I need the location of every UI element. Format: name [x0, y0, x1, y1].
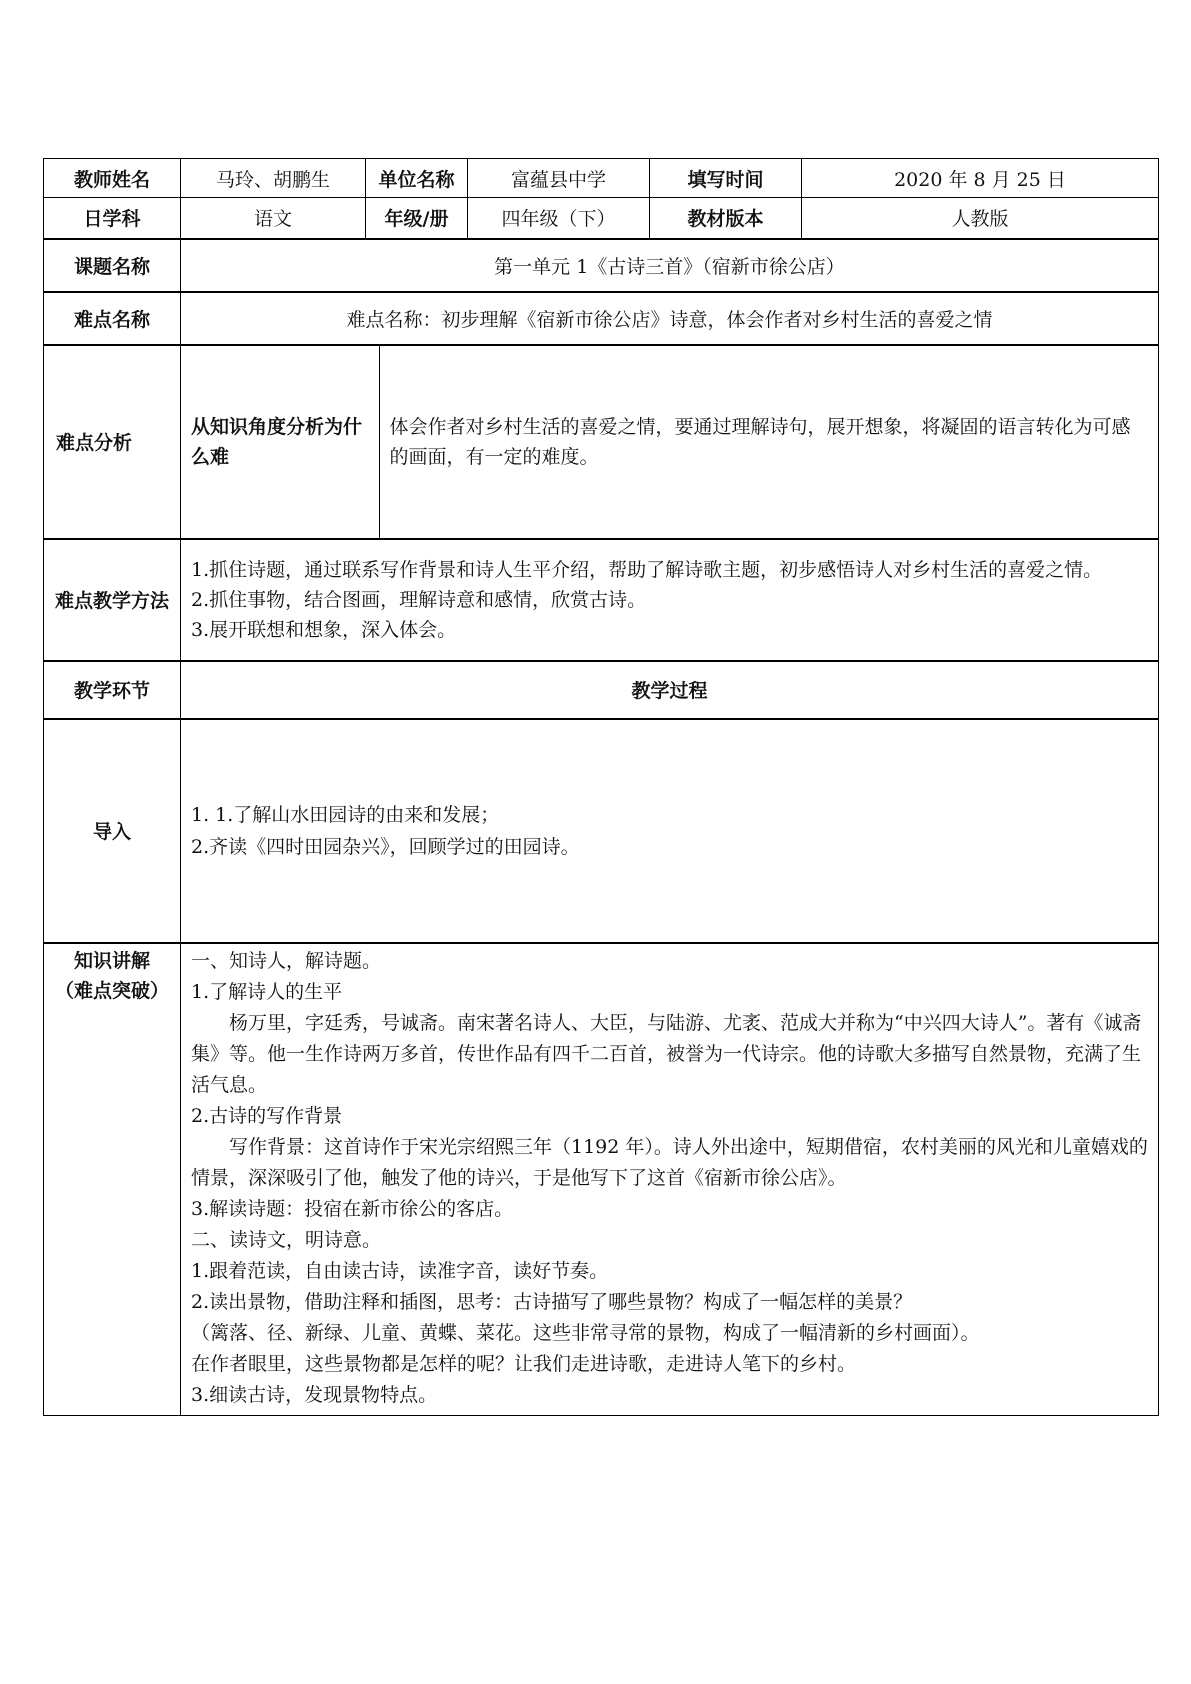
date-label: 填写时间: [650, 159, 802, 198]
knowledge-line-4: 2.古诗的写作背景: [191, 1104, 343, 1127]
knowledge-label-line-1: 知识讲解: [73, 949, 150, 972]
intro-line-1: 1. 1.了解山水田园诗的由来和发展；: [191, 803, 500, 826]
intro-label: 导入: [44, 719, 181, 943]
subject-value: 语文: [181, 198, 366, 239]
difficulty-value: 难点名称：初步理解《宿新市徐公店》诗意，体会作者对乡村生活的喜爱之情: [181, 292, 1159, 345]
intro-line-2: 2.齐读《四时田园杂兴》，回顾学过的田园诗。: [191, 835, 580, 858]
method-content: [181, 539, 1159, 661]
topic-label: 课题名称: [44, 239, 181, 292]
intro-content: [181, 719, 1159, 943]
knowledge-line-2: 1.了解诗人的生平: [191, 980, 343, 1003]
knowledge-line-6: 3.解读诗题：投宿在新市徐公的客店。: [191, 1197, 514, 1220]
knowledge-line-1: 一、知诗人，解诗题。: [191, 949, 382, 972]
lesson-plan-table: [43, 158, 1159, 1416]
analysis-value: 体会作者对乡村生活的喜爱之情，要通过理解诗句，展开想象，将凝固的语言转化为可感的画面，有一定的难度。: [389, 415, 1131, 468]
edition-label: 教材版本: [650, 198, 802, 239]
method-line-1: 1.抓住诗题，通过联系写作背景和诗人生平介绍，帮助了解诗歌主题，初步感悟诗人对乡村生活的喜爱之情。: [191, 558, 1103, 581]
method-line-3: 3.展开联想和想象，深入体会。: [191, 618, 457, 641]
knowledge-line-7: 二、读诗文，明诗意。: [191, 1228, 382, 1251]
knowledge-line-3: 杨万里，字廷秀，号诚斋。南宋著名诗人、大臣，与陆游、尤袤、范成大并称为“中兴四大诗人”。著有《诚斋集》等。他一生作诗两万多首，传世作品有四千二百首，被誉为一代诗宗。他的诗歌大多描写自然景物，充满了生活气息。: [191, 1011, 1142, 1096]
knowledge-line-10: （篱落、径、新绿、儿童、黄蝶、菜花。这些非常寻常的景物，构成了一幅清新的乡村画面）。: [191, 1321, 980, 1344]
analysis-cell: [181, 345, 1159, 539]
unit-value: 富蕴县中学: [468, 159, 650, 198]
knowledge-line-12: 3.细读古诗，发现景物特点。: [191, 1383, 438, 1406]
knowledge-label: [44, 943, 181, 1416]
lesson-plan-document: [43, 158, 1158, 1416]
grade-value: 四年级（下）: [468, 198, 650, 239]
grade-label: 年级/册: [366, 198, 468, 239]
knowledge-line-9: 2.读出景物，借助注释和插图，思考：古诗描写了哪些景物？构成了一幅怎样的美景？: [191, 1290, 913, 1313]
topic-value: 第一单元 1《古诗三首》（宿新市徐公店）: [181, 239, 1159, 292]
teacher-label: 教师姓名: [44, 159, 181, 198]
knowledge-content: [181, 943, 1159, 1416]
difficulty-label: 难点名称: [44, 292, 181, 345]
method-label: 难点教学方法: [44, 539, 181, 661]
knowledge-line-11: 在作者眼里，这些景物都是怎样的呢？让我们走进诗歌，走进诗人笔下的乡村。: [191, 1352, 857, 1375]
date-value: 2020 年 8 月 25 日: [802, 159, 1159, 198]
edition-value: 人教版: [802, 198, 1159, 239]
method-line-2: 2.抓住事物，结合图画，理解诗意和感情，欣赏古诗。: [191, 588, 647, 611]
process-title: 教学过程: [181, 661, 1159, 719]
process-label: 教学环节: [44, 661, 181, 719]
analysis-sub-label: 从知识角度分析为什么难: [181, 346, 379, 538]
knowledge-label-line-2: （难点突破）: [54, 979, 169, 1002]
analysis-label: 难点分析: [44, 345, 181, 539]
knowledge-line-8: 1.跟着范读，自由读古诗，读准字音，读好节奏。: [191, 1259, 609, 1282]
teacher-value: 马玲、胡鹏生: [181, 159, 366, 198]
knowledge-line-5: 写作背景：这首诗作于宋光宗绍熙三年（1192 年）。诗人外出途中，短期借宿，农村美丽的风光和儿童嬉戏的情景，深深吸引了他，触发了他的诗兴，于是他写下了这首《宿新市徐公店》。: [191, 1135, 1148, 1189]
unit-label: 单位名称: [366, 159, 468, 198]
subject-label: 日学科: [44, 198, 181, 239]
